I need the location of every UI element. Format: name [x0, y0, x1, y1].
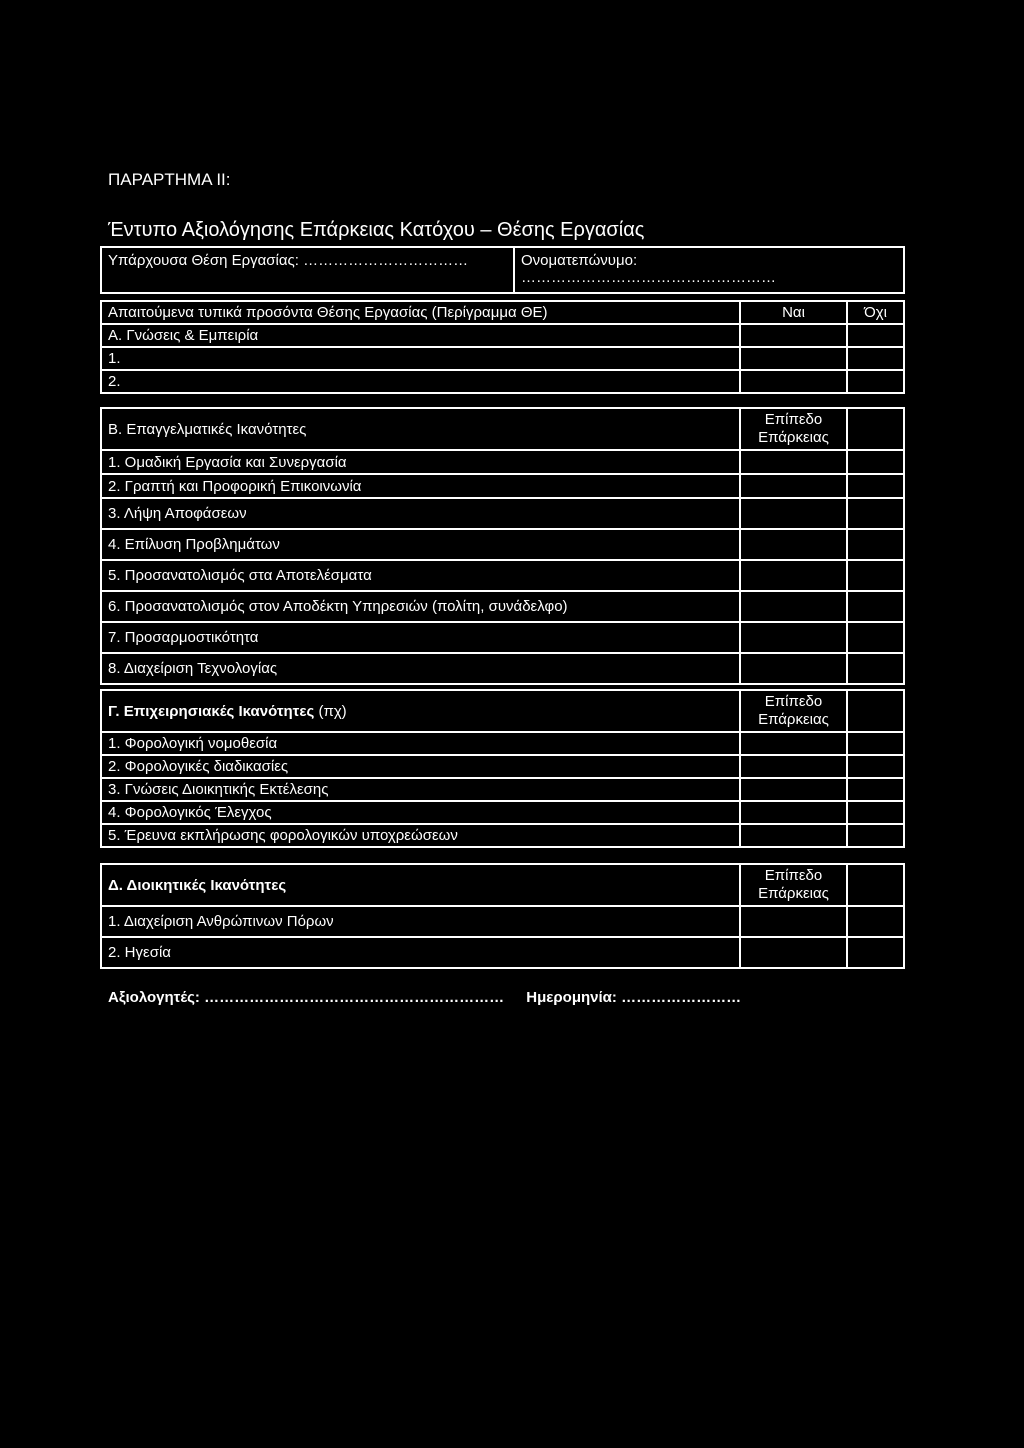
no-cell[interactable]: [847, 347, 904, 370]
level-cell[interactable]: [740, 622, 847, 653]
extra-cell[interactable]: [847, 824, 904, 847]
level-cell[interactable]: [740, 755, 847, 778]
form-title: Έντυπο Αξιολόγησης Επάρκειας Κατόχου – Θέσης Εργασίας: [108, 219, 645, 241]
business-item: 4. Φορολογικός Έλεγχος: [101, 801, 740, 824]
level-cell[interactable]: [740, 450, 847, 474]
section-d-heading: Δ. Διοικητικές Ικανότητες: [101, 864, 740, 906]
no-header: Όχι: [847, 301, 904, 324]
level-cell[interactable]: [740, 937, 847, 968]
competency-item: 6. Προσανατολισμός στον Αποδέκτη Υπηρεσιών (πολίτη, συνάδελφο): [101, 591, 740, 622]
yes-header: Ναι: [740, 301, 847, 324]
info-table: [100, 246, 905, 294]
extra-cell[interactable]: [847, 732, 904, 755]
extra-cell[interactable]: [847, 498, 904, 529]
level-header: Επίπεδο Επάρκειας: [740, 408, 847, 450]
extra-cell[interactable]: [847, 937, 904, 968]
qualification-row-1: 1.: [101, 347, 740, 370]
level-header: Επίπεδο Επάρκειας: [740, 690, 847, 732]
section-g-heading: Γ. Επιχειρησιακές Ικανότητες (πχ): [101, 690, 740, 732]
level-header: Επίπεδο Επάρκειας: [740, 864, 847, 906]
footer: [108, 989, 759, 1006]
business-item: 3. Γνώσεις Διοικητικής Εκτέλεσης: [101, 778, 740, 801]
extra-cell[interactable]: [847, 755, 904, 778]
yes-cell[interactable]: [740, 370, 847, 393]
date-field[interactable]: Ημερομηνία: ……………………: [526, 989, 742, 1006]
extra-cell[interactable]: [847, 474, 904, 498]
extra-cell[interactable]: [847, 622, 904, 653]
extra-cell[interactable]: [847, 778, 904, 801]
competency-item: 4. Επίλυση Προβλημάτων: [101, 529, 740, 560]
extra-cell[interactable]: [847, 560, 904, 591]
level-cell[interactable]: [740, 560, 847, 591]
admin-item: 2. Ηγεσία: [101, 937, 740, 968]
level-cell[interactable]: [740, 778, 847, 801]
extra-cell[interactable]: [847, 450, 904, 474]
business-item: 5. Έρευνα εκπλήρωσης φορολογικών υποχρεώσεων: [101, 824, 740, 847]
level-cell[interactable]: [740, 529, 847, 560]
level-cell[interactable]: [740, 474, 847, 498]
level-cell[interactable]: [740, 498, 847, 529]
extra-cell[interactable]: [847, 801, 904, 824]
level-cell[interactable]: [740, 906, 847, 937]
no-cell[interactable]: [847, 324, 904, 347]
section-g-table: [100, 689, 905, 848]
competency-item: 3. Λήψη Αποφάσεων: [101, 498, 740, 529]
level-blank-header: [847, 690, 904, 732]
level-cell[interactable]: [740, 824, 847, 847]
qualifications-heading: Απαιτούμενα τυπικά προσόντα Θέσης Εργασίας (Περίγραμμα ΘΕ): [101, 301, 740, 324]
level-cell[interactable]: [740, 653, 847, 684]
competency-item: 1. Ομαδική Εργασία και Συνεργασία: [101, 450, 740, 474]
extra-cell[interactable]: [847, 529, 904, 560]
level-cell[interactable]: [740, 801, 847, 824]
business-item: 1. Φορολογική νομοθεσία: [101, 732, 740, 755]
qualifications-table: [100, 300, 905, 394]
extra-cell[interactable]: [847, 653, 904, 684]
extra-cell[interactable]: [847, 591, 904, 622]
evaluator-field[interactable]: Αξιολογητές: ……………………………………………………: [108, 989, 505, 1006]
annex-label: ΠΑΡΑΡΤΗΜΑ ΙΙ:: [108, 170, 231, 189]
section-a-heading: Α. Γνώσεις & Εμπειρία: [101, 324, 740, 347]
section-b-table: [100, 407, 905, 685]
level-blank-header: [847, 864, 904, 906]
section-b-heading: Β. Επαγγελματικές Ικανότητες: [101, 408, 740, 450]
yes-cell[interactable]: [740, 347, 847, 370]
no-cell[interactable]: [847, 370, 904, 393]
competency-item: 2. Γραπτή και Προφορική Επικοινωνία: [101, 474, 740, 498]
section-d-table: [100, 863, 905, 969]
admin-item: 1. Διαχείριση Ανθρώπινων Πόρων: [101, 906, 740, 937]
competency-item: 5. Προσανατολισμός στα Αποτελέσματα: [101, 560, 740, 591]
competency-item: 8. Διαχείριση Τεχνολογίας: [101, 653, 740, 684]
level-cell[interactable]: [740, 732, 847, 755]
business-item: 2. Φορολογικές διαδικασίες: [101, 755, 740, 778]
extra-cell[interactable]: [847, 906, 904, 937]
level-blank-header: [847, 408, 904, 450]
name-field[interactable]: Ονοματεπώνυμο: ……………………………………………: [514, 247, 904, 293]
competency-item: 7. Προσαρμοστικότητα: [101, 622, 740, 653]
yes-cell[interactable]: [740, 324, 847, 347]
level-cell[interactable]: [740, 591, 847, 622]
position-field[interactable]: Υπάρχουσα Θέση Εργασίας: ……………………………: [101, 247, 514, 293]
qualification-row-2: 2.: [101, 370, 740, 393]
